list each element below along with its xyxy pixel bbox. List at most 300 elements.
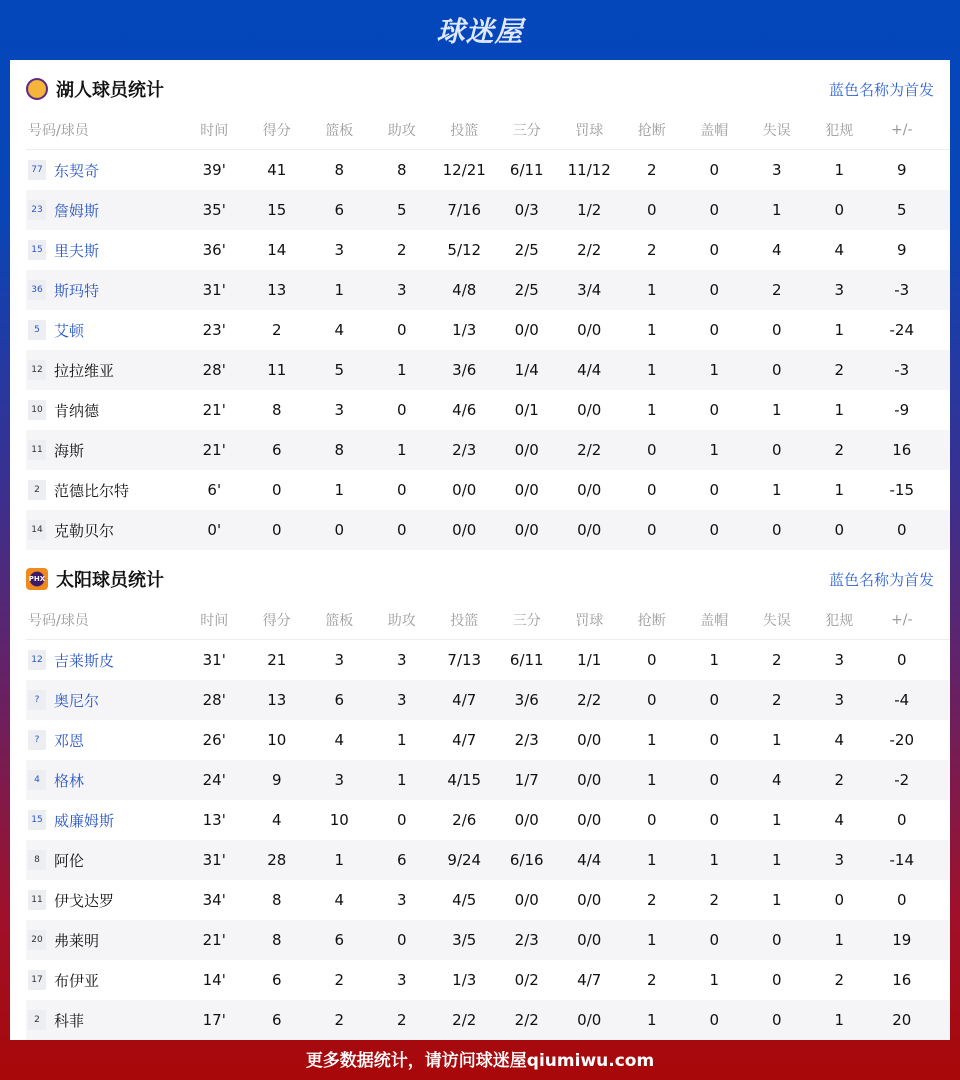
stat-ft: 4/7 <box>577 971 602 989</box>
stat-plus-minus: -9 <box>894 401 910 419</box>
jersey-number: 15 <box>28 810 46 830</box>
player-row[interactable] <box>26 230 950 270</box>
stat-3pt: 6/11 <box>509 651 544 669</box>
stat-steals: 0 <box>646 441 657 459</box>
stat-rebounds: 0 <box>334 521 345 539</box>
stat-turnovers: 1 <box>771 891 782 909</box>
stat-assists: 0 <box>396 521 407 539</box>
header-fg: 投篮 <box>450 612 479 629</box>
stat-points: 11 <box>267 361 287 379</box>
stat-turnovers: 0 <box>771 321 782 339</box>
header-turnovers: 失误 <box>762 612 791 629</box>
header-minutes: 时间 <box>200 612 229 629</box>
stat-turnovers: 0 <box>771 931 782 949</box>
stat-steals: 1 <box>646 1011 657 1029</box>
team-logo-icon: PHX <box>26 568 48 590</box>
stat-steals: 0 <box>646 481 657 499</box>
stat-assists: 0 <box>396 811 407 829</box>
jersey-number: 12 <box>28 650 46 670</box>
stat-steals: 1 <box>646 361 657 379</box>
stat-points: 13 <box>267 281 287 299</box>
stat-3pt: 0/0 <box>514 321 539 339</box>
stat-minutes: 39' <box>202 161 226 179</box>
stat-fg: 4/7 <box>452 691 477 709</box>
stat-ft: 0/0 <box>577 771 602 789</box>
jersey-number: 77 <box>28 160 46 180</box>
stat-ft: 11/12 <box>567 161 611 179</box>
stat-fg: 4/15 <box>447 771 482 789</box>
stat-plus-minus: -2 <box>894 771 910 789</box>
stat-fg: 3/5 <box>452 931 477 949</box>
stat-3pt: 2/3 <box>514 731 539 749</box>
stat-3pt: 0/2 <box>514 971 539 989</box>
jersey-number: 2 <box>28 1010 46 1030</box>
stat-fg: 2/2 <box>452 1011 477 1029</box>
stat-assists: 3 <box>396 971 407 989</box>
stat-3pt: 1/7 <box>514 771 539 789</box>
stat-fouls: 3 <box>834 691 845 709</box>
stat-steals: 0 <box>646 521 657 539</box>
stat-assists: 3 <box>396 891 407 909</box>
player-row[interactable] <box>26 270 950 310</box>
stat-blocks: 1 <box>709 361 720 379</box>
stat-fg: 1/3 <box>452 971 477 989</box>
stat-3pt: 6/11 <box>509 161 544 179</box>
stat-steals: 0 <box>646 811 657 829</box>
player-name[interactable]: 詹姆斯 <box>54 201 100 220</box>
stat-points: 9 <box>271 771 282 789</box>
stat-plus-minus: -14 <box>889 851 914 869</box>
stat-3pt: 2/2 <box>514 1011 539 1029</box>
header-turnovers: 失误 <box>762 122 791 139</box>
brand-logo: 球迷屋 <box>436 15 524 48</box>
stat-points: 21 <box>267 651 287 669</box>
header-blocks: 盖帽 <box>700 122 729 139</box>
stat-blocks: 0 <box>709 281 720 299</box>
stat-turnovers: 0 <box>771 1011 782 1029</box>
stat-3pt: 0/0 <box>514 811 539 829</box>
stat-points: 15 <box>267 201 287 219</box>
stat-assists: 3 <box>396 691 407 709</box>
header-plus-minus: +/- <box>891 121 913 138</box>
stat-ft: 2/2 <box>577 691 602 709</box>
stat-rebounds: 1 <box>334 851 345 869</box>
stat-turnovers: 1 <box>771 481 782 499</box>
player-row[interactable] <box>26 150 950 190</box>
jersey-number: 2 <box>28 480 46 500</box>
stat-fouls: 2 <box>834 441 845 459</box>
stat-minutes: 26' <box>202 731 226 749</box>
stat-minutes: 34' <box>202 891 226 909</box>
stat-assists: 0 <box>396 481 407 499</box>
stat-3pt: 0/0 <box>514 441 539 459</box>
stat-turnovers: 3 <box>771 161 782 179</box>
stat-ft: 1/2 <box>577 201 602 219</box>
stat-assists: 3 <box>396 281 407 299</box>
jersey-number: 15 <box>28 240 46 260</box>
stat-fg: 7/16 <box>447 201 482 219</box>
stat-assists: 6 <box>396 851 407 869</box>
stat-fouls: 1 <box>834 401 845 419</box>
stat-minutes: 0' <box>207 521 222 539</box>
stat-assists: 3 <box>396 651 407 669</box>
stat-blocks: 0 <box>709 201 720 219</box>
stat-ft: 0/0 <box>577 931 602 949</box>
stat-fouls: 2 <box>834 361 845 379</box>
stat-turnovers: 4 <box>771 241 782 259</box>
stat-minutes: 35' <box>202 201 226 219</box>
stat-steals: 1 <box>646 401 657 419</box>
header-3pt: 三分 <box>512 122 541 139</box>
stat-turnovers: 0 <box>771 521 782 539</box>
jersey-number: 23 <box>28 200 46 220</box>
header-steals: 抢断 <box>637 122 666 139</box>
player-name[interactable]: 阿伦 <box>54 851 85 870</box>
stat-assists: 2 <box>396 1011 407 1029</box>
stat-blocks: 0 <box>709 1011 720 1029</box>
stat-blocks: 0 <box>709 931 720 949</box>
stat-assists: 1 <box>396 771 407 789</box>
header-3pt: 三分 <box>512 612 541 629</box>
stat-fg: 3/6 <box>452 361 477 379</box>
player-name[interactable]: 艾顿 <box>54 321 85 340</box>
stat-rebounds: 4 <box>334 891 345 909</box>
stat-points: 13 <box>267 691 287 709</box>
stat-assists: 1 <box>396 731 407 749</box>
stat-3pt: 3/6 <box>514 691 539 709</box>
stat-steals: 1 <box>646 321 657 339</box>
stat-points: 0 <box>271 481 282 499</box>
stat-blocks: 0 <box>709 241 720 259</box>
stat-fouls: 0 <box>834 201 845 219</box>
player-row[interactable] <box>26 840 950 880</box>
stat-turnovers: 4 <box>771 771 782 789</box>
stat-turnovers: 1 <box>771 201 782 219</box>
stat-fg: 5/12 <box>447 241 482 259</box>
stat-fouls: 4 <box>834 811 845 829</box>
player-name[interactable]: 科菲 <box>54 1011 85 1030</box>
stat-ft: 2/2 <box>577 441 602 459</box>
player-name[interactable]: 克勒贝尔 <box>54 521 115 540</box>
stat-blocks: 1 <box>709 441 720 459</box>
stat-steals: 2 <box>646 891 657 909</box>
header-fouls: 犯规 <box>825 612 854 629</box>
header-steals: 抢断 <box>637 612 666 629</box>
stat-assists: 0 <box>396 321 407 339</box>
team-logo-icon <box>26 78 48 100</box>
stat-plus-minus: 16 <box>892 441 912 459</box>
stat-ft: 3/4 <box>577 281 602 299</box>
stat-minutes: 28' <box>202 691 226 709</box>
stat-fouls: 1 <box>834 1011 845 1029</box>
stat-plus-minus: 0 <box>896 891 907 909</box>
stat-points: 28 <box>267 851 287 869</box>
starter-note: 蓝色名称为首发 <box>828 81 934 99</box>
stat-steals: 2 <box>646 241 657 259</box>
stat-blocks: 0 <box>709 321 720 339</box>
stat-minutes: 36' <box>202 241 226 259</box>
stat-steals: 2 <box>646 971 657 989</box>
stat-3pt: 2/5 <box>514 281 539 299</box>
stat-plus-minus: 9 <box>896 161 907 179</box>
stat-blocks: 0 <box>709 731 720 749</box>
stat-steals: 1 <box>646 931 657 949</box>
stat-fg: 0/0 <box>452 481 477 499</box>
stat-rebounds: 6 <box>334 201 345 219</box>
stat-steals: 1 <box>646 851 657 869</box>
stat-ft: 4/4 <box>577 361 602 379</box>
player-row[interactable] <box>26 800 950 840</box>
header-fouls: 犯规 <box>825 122 854 139</box>
jersey-number: 36 <box>28 280 46 300</box>
stat-fg: 4/8 <box>452 281 477 299</box>
stat-minutes: 31' <box>202 851 226 869</box>
player-name[interactable]: 格林 <box>54 771 85 790</box>
player-row[interactable] <box>26 720 950 760</box>
stat-blocks: 0 <box>709 161 720 179</box>
stat-blocks: 2 <box>709 891 720 909</box>
player-name[interactable]: 邓恩 <box>54 731 85 750</box>
header-blocks: 盖帽 <box>700 612 729 629</box>
stat-points: 8 <box>271 891 282 909</box>
player-row[interactable] <box>26 880 950 920</box>
stat-points: 8 <box>271 931 282 949</box>
stat-assists: 5 <box>396 201 407 219</box>
stat-steals: 2 <box>646 161 657 179</box>
stat-points: 10 <box>267 731 287 749</box>
stat-3pt: 2/3 <box>514 931 539 949</box>
player-row[interactable] <box>26 920 950 960</box>
stat-rebounds: 4 <box>334 731 345 749</box>
stat-fouls: 1 <box>834 321 845 339</box>
player-name[interactable]: 肯纳德 <box>54 401 100 420</box>
stat-assists: 0 <box>396 931 407 949</box>
player-row[interactable] <box>26 680 950 720</box>
stat-fouls: 1 <box>834 161 845 179</box>
stat-rebounds: 6 <box>334 931 345 949</box>
team-title-text: 湖人球员统计 <box>56 80 164 101</box>
stat-plus-minus: -3 <box>894 361 910 379</box>
stat-3pt: 2/5 <box>514 241 539 259</box>
stat-turnovers: 0 <box>771 971 782 989</box>
stat-blocks: 0 <box>709 401 720 419</box>
jersey-number: 11 <box>28 890 46 910</box>
stat-rebounds: 6 <box>334 691 345 709</box>
jersey-number: 4 <box>28 770 46 790</box>
stat-minutes: 6' <box>207 481 222 499</box>
stat-assists: 2 <box>396 241 407 259</box>
jersey-number: ? <box>28 690 46 710</box>
stat-fouls: 3 <box>834 651 845 669</box>
player-row[interactable] <box>26 640 950 680</box>
player-name[interactable]: 威廉姆斯 <box>54 811 115 830</box>
stat-plus-minus: -4 <box>894 691 910 709</box>
stat-plus-minus: -24 <box>889 321 914 339</box>
stat-assists: 1 <box>396 441 407 459</box>
stat-points: 6 <box>271 971 282 989</box>
stat-ft: 0/0 <box>577 401 602 419</box>
box-score-panel <box>10 60 950 1040</box>
player-row[interactable] <box>26 760 950 800</box>
stat-plus-minus: -3 <box>894 281 910 299</box>
stat-3pt: 0/0 <box>514 891 539 909</box>
stat-assists: 1 <box>396 361 407 379</box>
player-name[interactable]: 吉莱斯皮 <box>54 651 115 670</box>
stat-blocks: 1 <box>709 651 720 669</box>
header-points: 得分 <box>262 612 291 629</box>
stat-ft: 0/0 <box>577 321 602 339</box>
stat-fouls: 2 <box>834 771 845 789</box>
stat-minutes: 21' <box>202 401 226 419</box>
header-plus-minus: +/- <box>891 611 913 628</box>
player-name[interactable]: 弗莱明 <box>54 931 100 950</box>
player-name[interactable]: 范德比尔特 <box>54 481 130 500</box>
stat-blocks: 0 <box>709 481 720 499</box>
stat-rebounds: 10 <box>329 811 349 829</box>
stat-steals: 0 <box>646 201 657 219</box>
stat-fouls: 1 <box>834 481 845 499</box>
starter-note: 蓝色名称为首发 <box>828 571 934 589</box>
player-name[interactable]: 斯玛特 <box>54 281 100 300</box>
stat-turnovers: 0 <box>771 361 782 379</box>
stat-ft: 0/0 <box>577 481 602 499</box>
stat-minutes: 23' <box>202 321 226 339</box>
stat-blocks: 0 <box>709 521 720 539</box>
stat-blocks: 0 <box>709 811 720 829</box>
stat-turnovers: 2 <box>771 281 782 299</box>
stat-3pt: 1/4 <box>514 361 539 379</box>
stat-steals: 1 <box>646 281 657 299</box>
player-name[interactable]: 海斯 <box>54 441 85 460</box>
header-assists: 助攻 <box>387 122 416 139</box>
stat-rebounds: 1 <box>334 481 345 499</box>
stat-plus-minus: 5 <box>896 201 907 219</box>
player-row[interactable] <box>26 430 950 470</box>
stat-points: 41 <box>267 161 287 179</box>
jersey-number: 10 <box>28 400 46 420</box>
jersey-number: 17 <box>28 970 46 990</box>
header-rebounds: 篮板 <box>325 612 354 629</box>
stat-ft: 0/0 <box>577 731 602 749</box>
stat-points: 6 <box>271 1011 282 1029</box>
stat-fg: 7/13 <box>447 651 482 669</box>
stat-points: 8 <box>271 401 282 419</box>
stat-points: 2 <box>271 321 282 339</box>
stat-plus-minus: 0 <box>896 651 907 669</box>
stat-fg: 9/24 <box>447 851 482 869</box>
stat-plus-minus: 9 <box>896 241 907 259</box>
stat-rebounds: 4 <box>334 321 345 339</box>
stat-ft: 4/4 <box>577 851 602 869</box>
stat-plus-minus: 20 <box>892 1011 912 1029</box>
stat-plus-minus: 19 <box>892 931 912 949</box>
table-header <box>26 110 950 150</box>
player-row[interactable] <box>26 190 950 230</box>
stat-blocks: 1 <box>709 851 720 869</box>
stat-minutes: 14' <box>202 971 226 989</box>
team-title <box>26 74 164 104</box>
stat-rebounds: 2 <box>334 1011 345 1029</box>
stat-rebounds: 3 <box>334 401 345 419</box>
stat-minutes: 13' <box>202 811 226 829</box>
stat-blocks: 0 <box>709 771 720 789</box>
stat-blocks: 0 <box>709 691 720 709</box>
stat-minutes: 28' <box>202 361 226 379</box>
stat-plus-minus: 16 <box>892 971 912 989</box>
player-row[interactable] <box>26 350 950 390</box>
stat-minutes: 21' <box>202 441 226 459</box>
player-row[interactable] <box>26 310 950 350</box>
header-assists: 助攻 <box>387 612 416 629</box>
stat-fg: 12/21 <box>442 161 486 179</box>
stat-turnovers: 1 <box>771 731 782 749</box>
stat-rebounds: 5 <box>334 361 345 379</box>
stat-turnovers: 0 <box>771 441 782 459</box>
player-name[interactable]: 布伊亚 <box>54 971 100 990</box>
jersey-number: 11 <box>28 440 46 460</box>
header-player: 号码/球员 <box>28 612 89 629</box>
stat-ft: 1/1 <box>577 651 602 669</box>
stat-assists: 0 <box>396 401 407 419</box>
stat-points: 6 <box>271 441 282 459</box>
stat-fouls: 1 <box>834 931 845 949</box>
stat-points: 4 <box>271 811 282 829</box>
stat-turnovers: 2 <box>771 651 782 669</box>
stat-3pt: 0/0 <box>514 521 539 539</box>
stat-3pt: 0/1 <box>514 401 539 419</box>
stat-points: 14 <box>267 241 287 259</box>
stat-blocks: 1 <box>709 971 720 989</box>
stat-steals: 0 <box>646 651 657 669</box>
stat-assists: 8 <box>396 161 407 179</box>
stat-turnovers: 1 <box>771 851 782 869</box>
stat-plus-minus: 0 <box>896 521 907 539</box>
header-ft: 罚球 <box>575 612 604 629</box>
stat-fg: 1/3 <box>452 321 477 339</box>
player-name[interactable]: 拉拉维亚 <box>54 361 115 380</box>
stat-minutes: 21' <box>202 931 226 949</box>
player-row[interactable] <box>26 1000 950 1040</box>
player-row[interactable] <box>26 390 950 430</box>
table-header <box>26 600 950 640</box>
stat-steals: 1 <box>646 731 657 749</box>
stat-fg: 4/7 <box>452 731 477 749</box>
player-row[interactable] <box>26 960 950 1000</box>
stat-turnovers: 2 <box>771 691 782 709</box>
stat-plus-minus: 0 <box>896 811 907 829</box>
stat-steals: 1 <box>646 771 657 789</box>
stat-3pt: 6/16 <box>509 851 544 869</box>
player-row[interactable] <box>26 510 950 550</box>
stat-rebounds: 8 <box>334 161 345 179</box>
stat-turnovers: 1 <box>771 811 782 829</box>
player-name[interactable]: 奥尼尔 <box>54 691 100 710</box>
player-name[interactable]: 伊戈达罗 <box>54 891 115 910</box>
jersey-number: 12 <box>28 360 46 380</box>
player-row[interactable] <box>26 470 950 510</box>
stat-fouls: 0 <box>834 521 845 539</box>
stat-ft: 0/0 <box>577 891 602 909</box>
jersey-number: ? <box>28 730 46 750</box>
player-name[interactable]: 东契奇 <box>54 161 100 180</box>
jersey-number: 20 <box>28 930 46 950</box>
stat-ft: 0/0 <box>577 811 602 829</box>
stat-ft: 0/0 <box>577 1011 602 1029</box>
footer-text: 更多数据统计，请访问球迷屋qiumiwu.com <box>305 1051 655 1071</box>
stat-turnovers: 1 <box>771 401 782 419</box>
player-name[interactable]: 里夫斯 <box>54 241 100 260</box>
stat-points: 0 <box>271 521 282 539</box>
